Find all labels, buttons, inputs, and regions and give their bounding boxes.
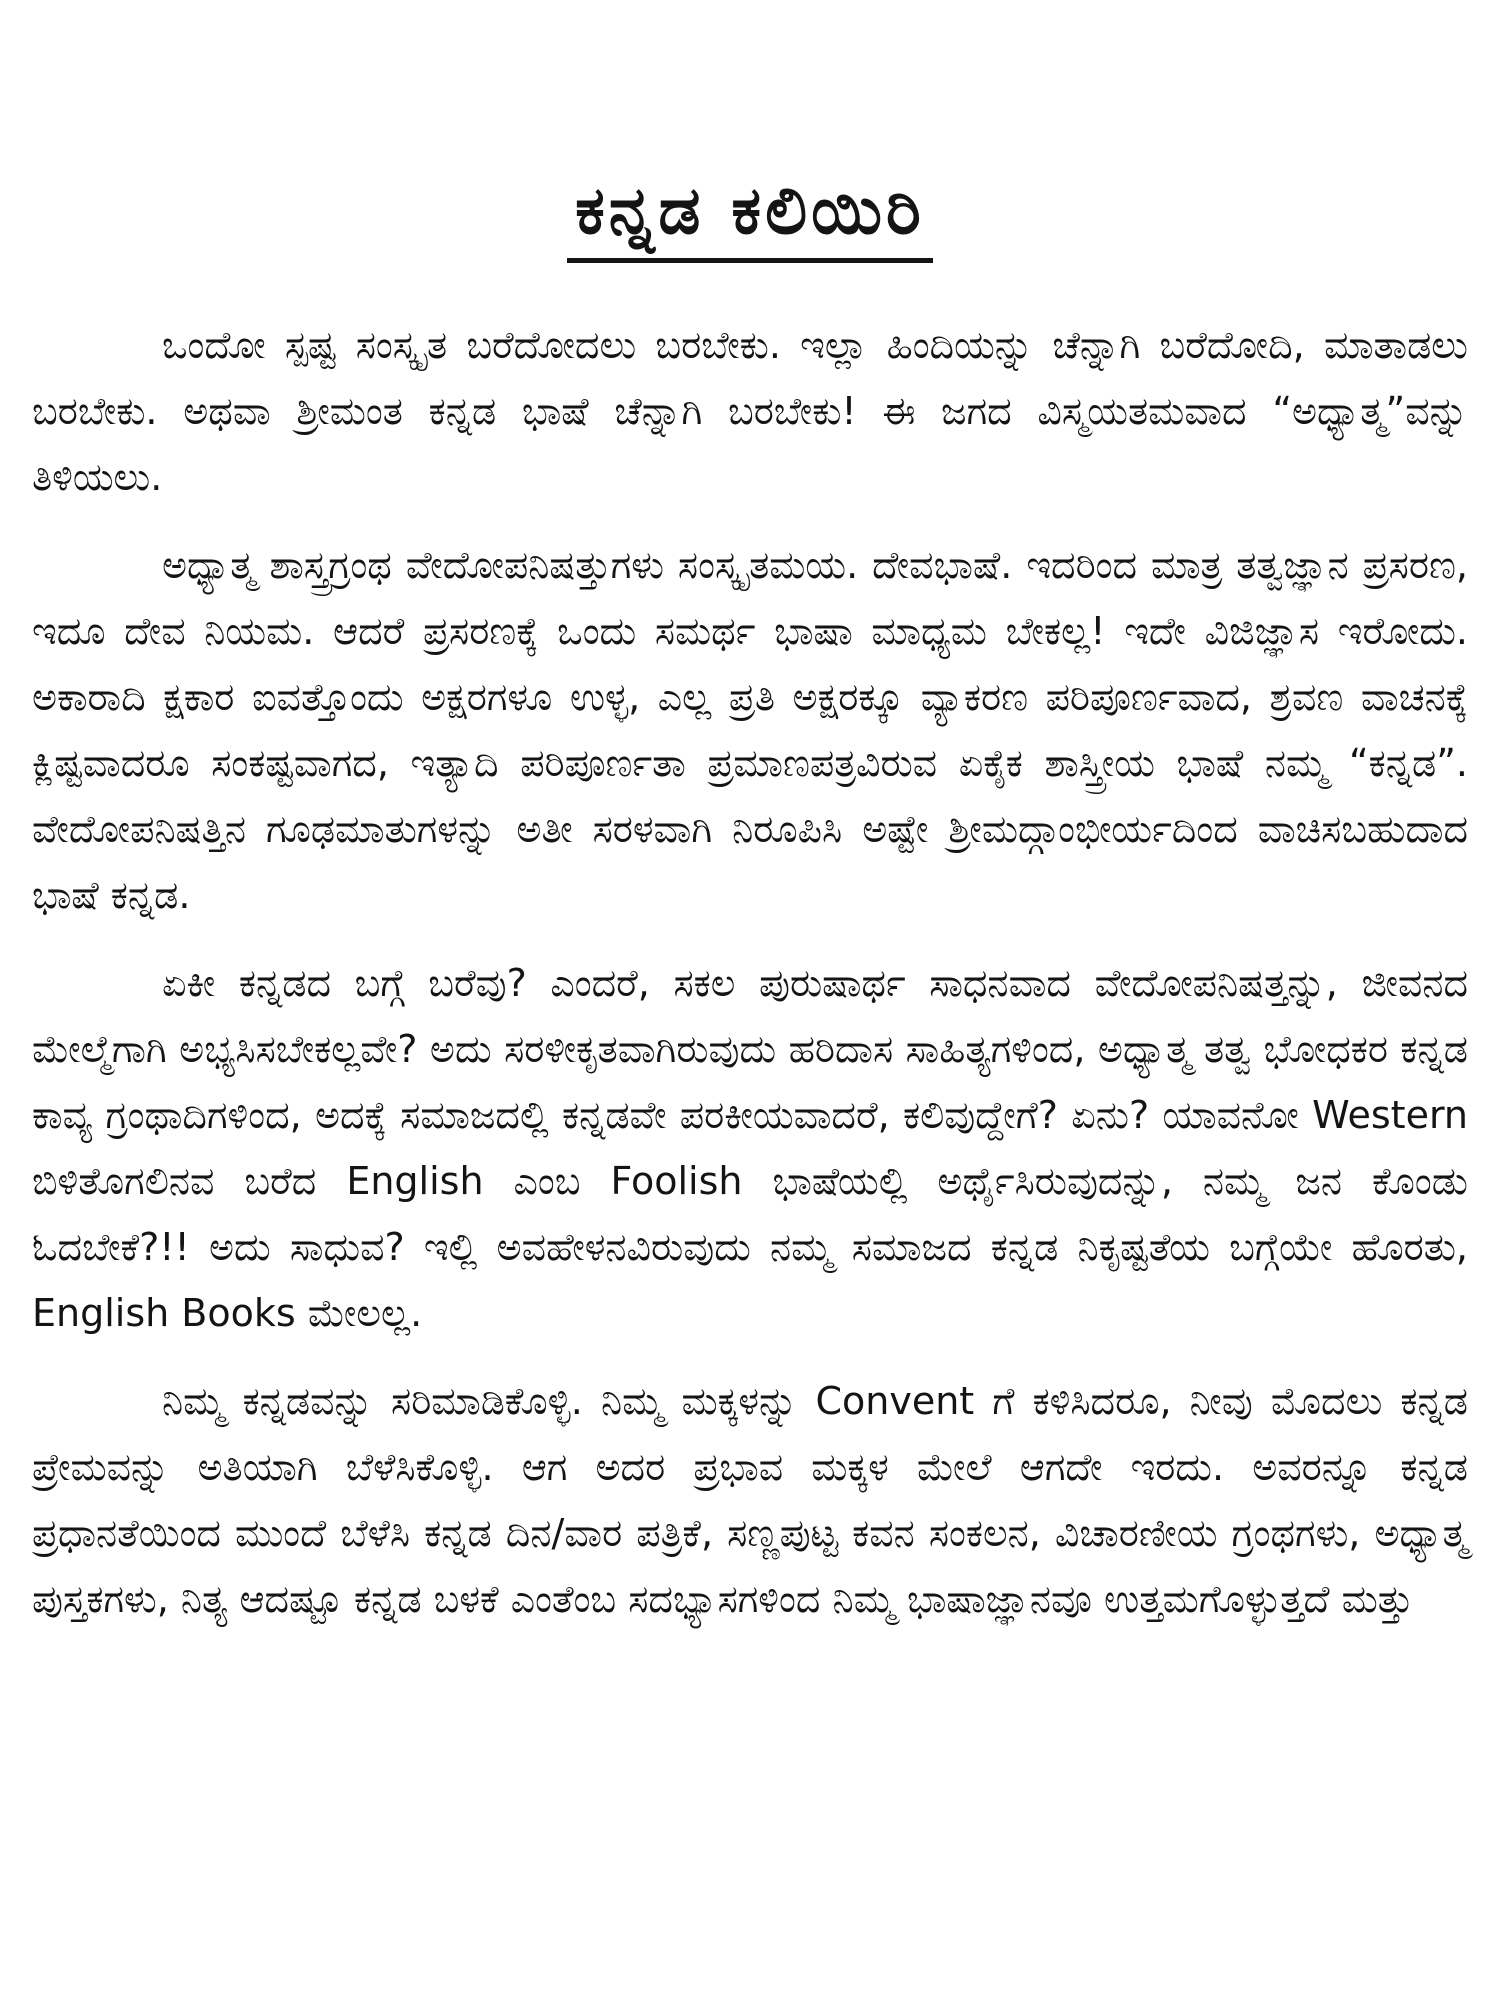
title-container <box>0 168 1500 263</box>
paragraph-2: ಅಧ್ಯಾತ್ಮ ಶಾಸ್ತ್ರಗ್ರಂಥ ವೇದೋಪನಿಷತ್ತುಗಳು ಸಂಸ್ಕೃತಮಯ. ದೇವಭಾಷೆ. ಇದರಿಂದ ಮಾತ್ರ ತತ್ವಜ್ಞಾನ ಪ್ರಸರಣ, ಇದೂ ದೇವ ನಿಯಮ. ಆದರೆ ಪ್ರಸರಣಕ್ಕೆ ಒಂದು ಸಮರ್ಥ ಭಾಷಾ ಮಾಧ್ಯಮ ಬೇಕಲ್ಲ! ಇದೇ ವಿಜಿಜ್ಞಾಸ ಇರೋದು. ಅಕಾರಾದಿ ಕ್ಷಕಾರ ಐವತ್ತೊಂದು ಅಕ್ಷರಗಳೂ ಉಳ್ಳ, ಎಲ್ಲ ಪ್ರತಿ ಅಕ್ಷರಕ್ಕೂ ವ್ಯಾಕರಣ ಪರಿಪೂರ್ಣವಾದ, ಶ್ರವಣ ವಾಚನಕ್ಕೆ ಕ್ಲಿಷ್ಟವಾದರೂ ಸಂಕಷ್ಟವಾಗದ, ಇತ್ಯಾದಿ ಪರಿಪೂರ್ಣತಾ ಪ್ರಮಾಣಪತ್ರವಿರುವ ಏಕೈಕ ಶಾಸ್ತ್ರೀಯ ಭಾಷೆ ನಮ್ಮ “ಕನ್ನಡ”. ವೇದೋಪನಿಷತ್ತಿನ ಗೂಢಮಾತುಗಳನ್ನು ಅತೀ ಸರಳವಾಗಿ ನಿರೂಪಿಸಿ ಅಷ್ಟೇ ಶ್ರೀಮದ್ಗಾಂಭೀರ್ಯದಿಂದ ವಾಚಿಸಬಹುದಾದ ಭಾಷೆ ಕನ್ನಡ. <box>32 543 1468 917</box>
paragraph-3: ಏಕೀ ಕನ್ನಡದ ಬಗ್ಗೆ ಬರೆವು? ಎಂದರೆ, ಸಕಲ ಪುರುಷಾರ್ಥ ಸಾಧನವಾದ ವೇದೋಪನಿಷತ್ತನ್ನು, ಜೀವನದ ಮೇಲ್ಮೆಗಾಗಿ ಅಭ್ಯಸಿಸಬೇಕಲ್ಲವೇ? ಅದು ಸರಳೀಕೃತವಾಗಿರುವುದು ಹರಿದಾಸ ಸಾಹಿತ್ಯಗಳಿಂದ, ಅಧ್ಯಾತ್ಮ ತತ್ವ ಭೋಧಕರ ಕನ್ನಡ ಕಾವ್ಯ ಗ್ರಂಥಾದಿಗಳಿಂದ, ಅದಕ್ಕೆ ಸಮಾಜದಲ್ಲಿ ಕನ್ನಡವೇ ಪರಕೀಯವಾದರೆ, ಕಲಿವುದ್ದೇಗೆ? ಏನು? ಯಾವನೋ Western ಬಿಳಿತೊಗಲಿನವ ಬರೆದ English ಎಂಬ Foolish ಭಾಷೆಯಲ್ಲಿ ಅರ್ಥೈಸಿರುವುದನ್ನು, ನಮ್ಮ ಜನ ಕೊಂಡು ಓದಬೇಕೆ?!! ಅದು ಸಾಧುವ? ಇಲ್ಲಿ ಅವಹೇಳನವಿರುವುದು ನಮ್ಮ ಸಮಾಜದ ಕನ್ನಡ ನಿಕೃಷ್ಟತೆಯ ಬಗ್ಗೆಯೇ ಹೊರತು, English Books ಮೇಲಲ್ಲ. <box>32 961 1469 1335</box>
document-title: ಕನ್ನಡ ಕಲಿಯಿರಿ <box>567 168 933 263</box>
paragraph-4: ನಿಮ್ಮ ಕನ್ನಡವನ್ನು ಸರಿಮಾಡಿಕೊಳ್ಳಿ. ನಿಮ್ಮ ಮಕ್ಕಳನ್ನು Convent ಗೆ ಕಳಿಸಿದರೂ, ನೀವು ಮೊದಲು ಕನ್ನಡ ಪ್ರೇಮವನ್ನು ಅತಿಯಾಗಿ ಬೆಳೆಸಿಕೊಳ್ಳಿ. ಆಗ ಅದರ ಪ್ರಭಾವ ಮಕ್ಕಳ ಮೇಲೆ ಆಗದೇ ಇರದು. ಅವರನ್ನೂ ಕನ್ನಡ ಪ್ರಧಾನತೆಯಿಂದ ಮುಂದೆ ಬೆಳೆಸಿ ಕನ್ನಡ ದಿನ/ವಾರ ಪತ್ರಿಕೆ, ಸಣ್ಣಪುಟ್ಟ ಕವನ ಸಂಕಲನ, ವಿಚಾರಣೀಯ ಗ್ರಂಥಗಳು, ಅಧ್ಯಾತ್ಮ ಪುಸ್ತಕಗಳು, ನಿತ್ಯ ಆದಷ್ಟೂ ಕನ್ನಡ ಬಳಕೆ ಎಂತೆಂಬ ಸದಭ್ಯಾಸಗಳಿಂದ ನಿಮ್ಮ ಭಾಷಾಜ್ಞಾನವೂ ಉತ್ತಮಗೊಳ್ಳುತ್ತದೆ ಮತ್ತು <box>32 1379 1468 1621</box>
paragraph-1: ಒಂದೋ ಸ್ಪಷ್ಟ ಸಂಸ್ಕೃತ ಬರೆದೋದಲು ಬರಬೇಕು. ಇಲ್ಲಾ ಹಿಂದಿಯನ್ನು ಚೆನ್ನಾಗಿ ಬರೆದೋದಿ, ಮಾತಾಡಲು ಬರಬೇಕು. ಅಥವಾ ಶ್ರೀಮಂತ ಕನ್ನಡ ಭಾಷೆ ಚೆನ್ನಾಗಿ ಬರಬೇಕು! ಈ ಜಗದ ವಿಸ್ಮಯತಮವಾದ “ಅಧ್ಯಾತ್ಮ”ವನ್ನು ತಿಳಿಯಲು. <box>32 323 1468 499</box>
document-body <box>32 312 1468 1654</box>
